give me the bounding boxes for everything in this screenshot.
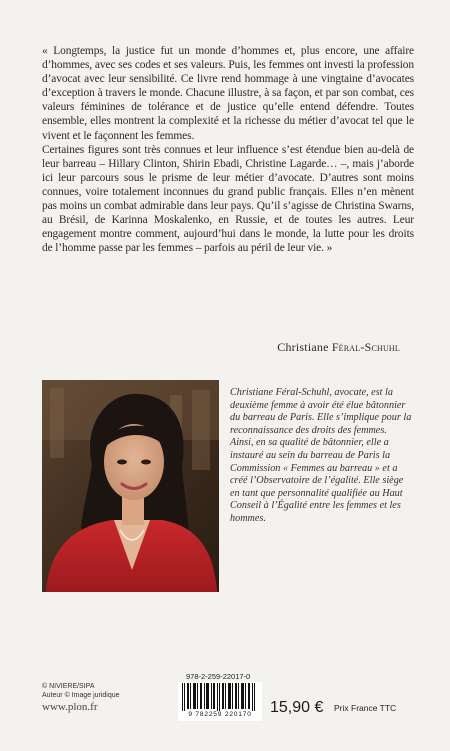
publisher-website[interactable]: www.plon.fr [42,701,98,713]
signature-first-name: Christiane [277,340,332,354]
price-label: Prix France TTC [334,703,397,713]
author-bio: Christiane Féral-Schuhl, avocate, est la deuxième femme à avoir été élue bâtonnier du barreau de Paris. Elle s’implique pour la reconnaissance des droits des femmes. Ainsi, en sa qualité de bâtonnier, elle a instauré au sein du barreau de Paris la Commission « Femmes au barreau » et a créé l’Observatoire de l’égalité. Elle siège en tant que personnalité qualifiée au Haut Conseil à l’Égalité entre les femmes et les hommes. [230,387,412,524]
isbn-number: 978-2-259-22017-0 [186,672,251,681]
photo-credit [42,683,120,700]
signature-last-name: Féral-Schuhl [331,340,400,354]
back-cover-blurb [42,44,414,255]
barcode-digits: 9 782259 220170 [178,711,262,718]
blurb-paragraph-1: « Longtemps, la justice fut un monde d’hommes et, plus encore, une affaire d’hommes, avec ses codes et ses valeurs. Puis, les femmes ont investi la profession d’avocat avec leur sensibilité. Ce livre rend hommage à une vingtaine d’avocates d’exception à travers le monde. Chacune illustre, à sa façon, et par son combat, ces valeurs féminines de tolérance et de justice qu’elle entend défendre. Toutes ensemble, elles montrent la complexité et la richesse du métier d’avocat tel que le vivent et le façonnent les femmes. [42,45,414,142]
blurb-paragraph-2: Certaines figures sont très connues et leur influence s’est étendue bien au-delà de leur barreau – Hillary Clinton, Shirin Ebadi, Christine Lagarde… –, mais j’aborde ici leur parcours sous le prisme de leur métier d’avocate. D’autres sont moins connues, voire totalement inconnues du grand public français. Elles n’en mènent pas moins un combat admirable dans leur pays. Qu’il s’agisse de Christina Swarns, au Brésil, de Karinna Moskalenko, en Russie, et de toutes les autres. Leur engagement montre comment, aujourd’hui dans le monde, la lutte pour les droits de l’homme passe par les femmes – parfois au péril de leur vie. » [42,143,414,255]
photo-credit-line: © NIVIERE/SIPA [42,683,95,690]
author-photo [42,380,219,592]
image-credit-line: Auteur © Image juridique [42,691,120,699]
author-signature [277,340,400,355]
price-amount: 15,90 € [270,699,324,716]
